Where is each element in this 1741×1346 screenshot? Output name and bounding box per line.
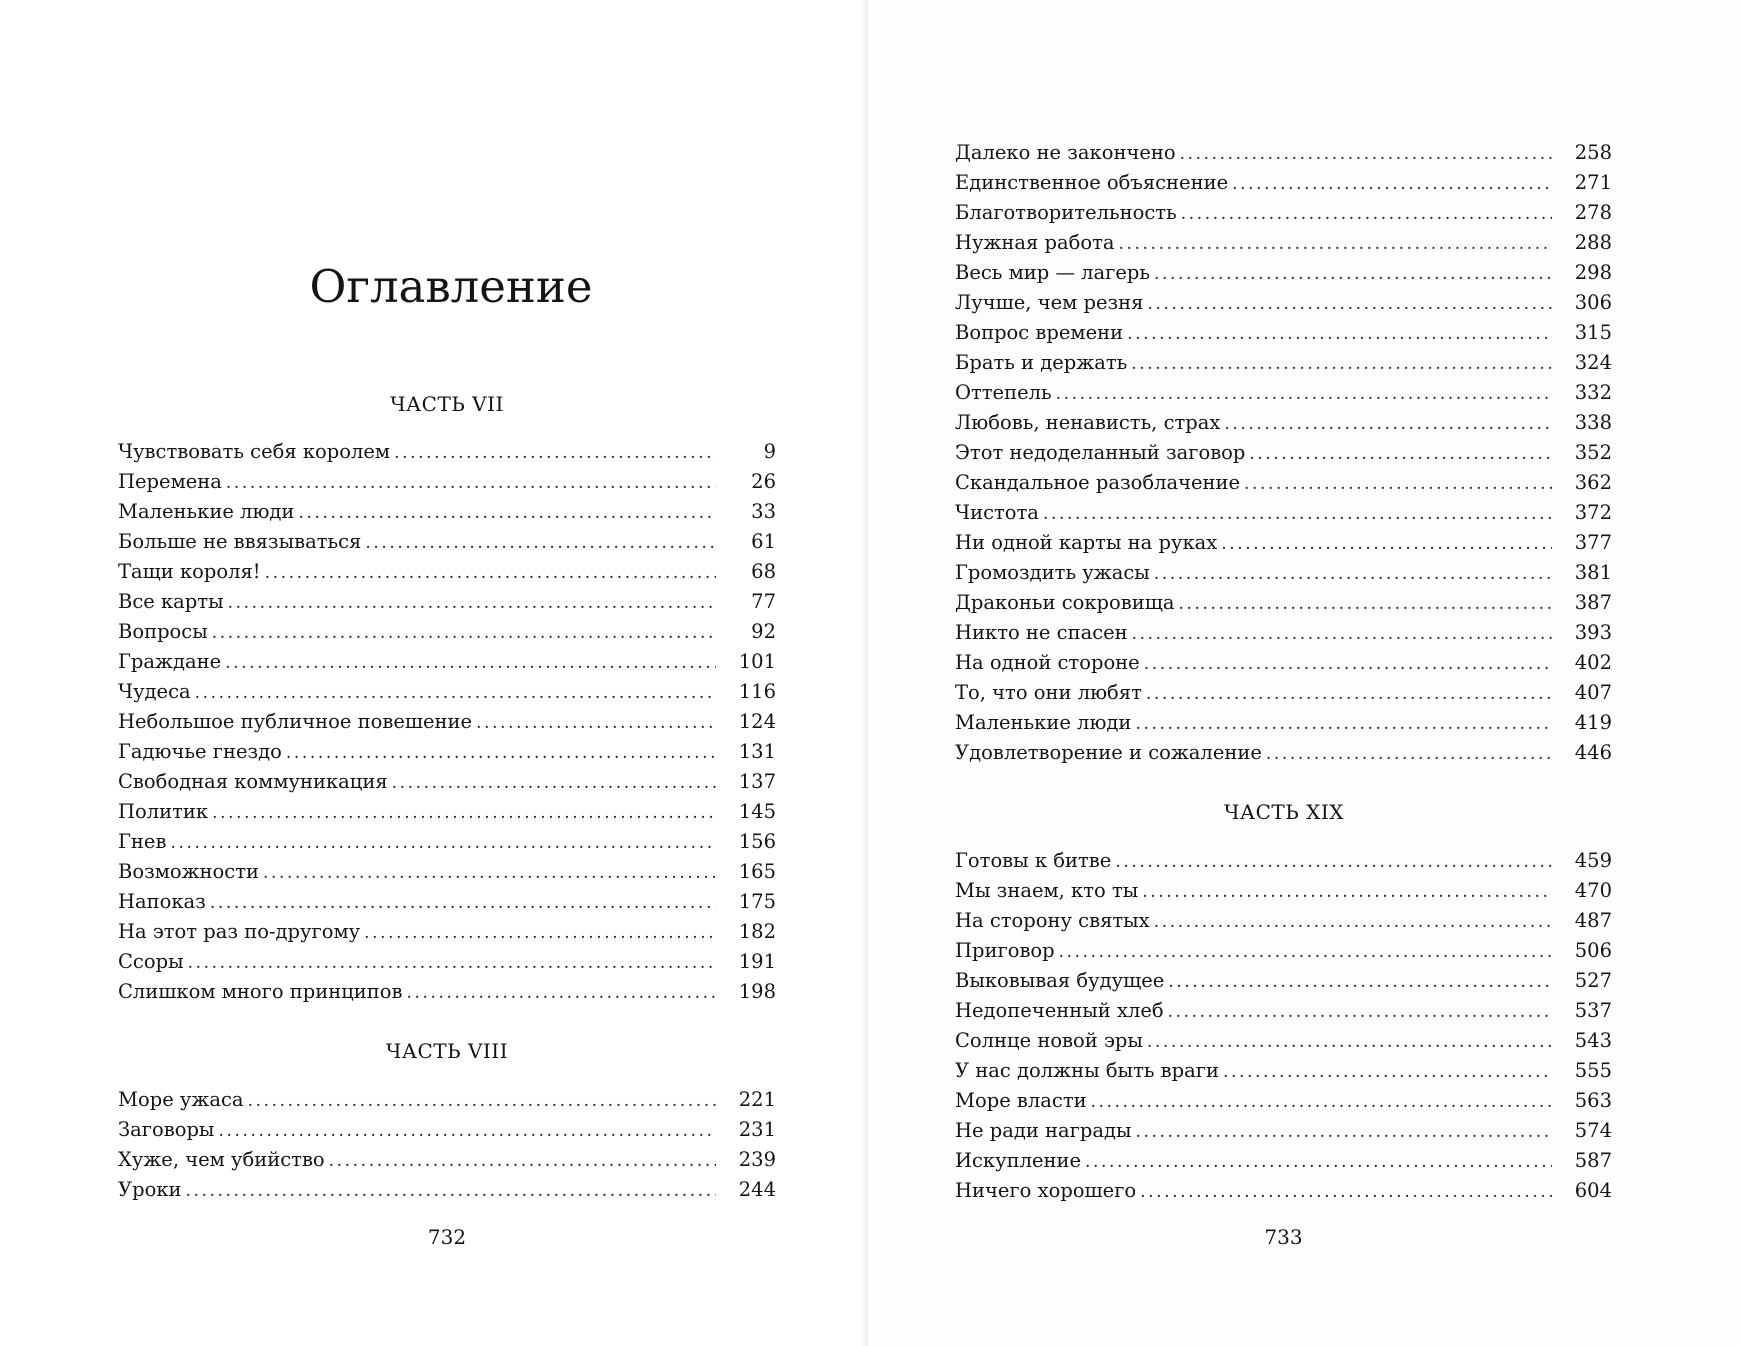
toc-entry-page: 258 xyxy=(1574,141,1612,164)
dot-leader xyxy=(1043,499,1552,529)
toc-entry-page: 231 xyxy=(738,1118,776,1141)
toc-entry xyxy=(118,827,776,857)
toc-entry-title: Никто не спасен xyxy=(955,621,1128,644)
dot-leader xyxy=(1181,199,1552,229)
toc-entry-page: 26 xyxy=(751,470,776,493)
toc-entry xyxy=(955,738,1612,768)
toc-entry-page: 506 xyxy=(1574,939,1612,962)
toc-entry xyxy=(955,588,1612,618)
toc-entry-page: 271 xyxy=(1574,171,1612,194)
toc-entry-title: Уроки xyxy=(118,1178,182,1201)
page-number-left: 732 xyxy=(427,1225,467,1249)
dot-leader xyxy=(248,1086,716,1116)
toc-entry-page: 101 xyxy=(738,650,776,673)
toc-entry-title: Ни одной карты на руках xyxy=(955,531,1218,554)
dot-leader xyxy=(1154,559,1552,589)
toc-entry-title: Вопросы xyxy=(118,620,208,643)
dot-leader xyxy=(225,648,716,678)
toc-entry-page: 419 xyxy=(1574,711,1612,734)
toc-entry xyxy=(955,846,1612,876)
toc-entry-page: 145 xyxy=(738,800,776,823)
toc-list-continued xyxy=(955,138,1612,768)
toc-entry-page: 338 xyxy=(1574,411,1612,434)
toc-entry xyxy=(118,557,776,587)
toc-entry-page: 68 xyxy=(751,560,776,583)
toc-entry xyxy=(118,1145,776,1175)
toc-entry-page: 377 xyxy=(1574,531,1612,554)
toc-entry-title: У нас должны быть враги xyxy=(955,1059,1219,1082)
toc-entry-page: 332 xyxy=(1574,381,1612,404)
toc-entry xyxy=(955,168,1612,198)
toc-entry xyxy=(955,1116,1612,1146)
toc-entry xyxy=(955,138,1612,168)
toc-entry-title: Оттепель xyxy=(955,381,1052,404)
toc-entry xyxy=(955,468,1612,498)
toc-entry-title: Искупление xyxy=(955,1149,1082,1172)
toc-entry xyxy=(955,198,1612,228)
toc-entry-page: 9 xyxy=(763,440,776,463)
toc-entry-page: 191 xyxy=(738,950,776,973)
toc-entry-page: 77 xyxy=(751,590,776,613)
dot-leader xyxy=(212,618,716,648)
toc-entry-title: Вопрос времени xyxy=(955,321,1124,344)
toc-entry-page: 244 xyxy=(738,1178,776,1201)
toc-entry-page: 487 xyxy=(1574,909,1612,932)
toc-entry xyxy=(955,996,1612,1026)
toc-entry-title: Скандальное разоблачение xyxy=(955,471,1241,494)
dot-leader xyxy=(1059,937,1552,967)
toc-entry-title: Маленькие люди xyxy=(955,711,1132,734)
toc-entry xyxy=(955,1056,1612,1086)
toc-entry-title: Возможности xyxy=(118,860,259,883)
dot-leader xyxy=(212,798,716,828)
toc-entry-page: 156 xyxy=(738,830,776,853)
dot-leader xyxy=(394,438,716,468)
toc-entry xyxy=(955,438,1612,468)
toc-entry xyxy=(118,1085,776,1115)
dot-leader xyxy=(1127,319,1552,349)
part-heading-vii: ЧАСТЬ VII xyxy=(390,392,504,416)
toc-entry-title: На сторону святых xyxy=(955,909,1150,932)
toc-entry-title: На этот раз по-другому xyxy=(118,920,361,943)
dot-leader xyxy=(407,978,716,1008)
toc-entry xyxy=(118,797,776,827)
toc-entry-title: Маленькие люди xyxy=(118,500,295,523)
toc-entry-title: Чудеса xyxy=(118,680,191,703)
toc-entry xyxy=(118,1115,776,1145)
toc-entry-page: 407 xyxy=(1574,681,1612,704)
dot-leader xyxy=(186,1176,717,1206)
dot-leader xyxy=(1146,679,1552,709)
dot-leader xyxy=(392,768,716,798)
toc-entry xyxy=(955,906,1612,936)
toc-entry xyxy=(955,966,1612,996)
toc-list-part-viii xyxy=(118,1085,776,1205)
dot-leader xyxy=(1249,439,1552,469)
toc-entry xyxy=(955,678,1612,708)
toc-entry-page: 288 xyxy=(1574,231,1612,254)
toc-entry-title: Готовы к битве xyxy=(955,849,1112,872)
dot-leader xyxy=(1244,469,1552,499)
dot-leader xyxy=(1085,1147,1552,1177)
toc-entry xyxy=(955,558,1612,588)
toc-entry-page: 315 xyxy=(1574,321,1612,344)
toc-entry xyxy=(955,498,1612,528)
dot-leader xyxy=(1266,739,1552,769)
dot-leader xyxy=(1147,289,1552,319)
dot-leader xyxy=(1142,877,1552,907)
toc-entry-title: Драконьи сокровища xyxy=(955,591,1175,614)
toc-entry-page: 563 xyxy=(1574,1089,1612,1112)
toc-entry-title: Политик xyxy=(118,800,209,823)
toc-entry-page: 298 xyxy=(1574,261,1612,284)
toc-entry-page: 587 xyxy=(1574,1149,1612,1172)
dot-leader xyxy=(1115,847,1552,877)
toc-entry xyxy=(955,408,1612,438)
dot-leader xyxy=(1132,619,1552,649)
dot-leader xyxy=(1135,709,1552,739)
toc-entry xyxy=(955,1026,1612,1056)
toc-entry-title: Удовлетворение и сожаление xyxy=(955,741,1262,764)
toc-entry-title: Хуже, чем убийство xyxy=(118,1148,325,1171)
toc-entry xyxy=(118,947,776,977)
toc-entry-title: Лучше, чем резня xyxy=(955,291,1144,314)
toc-entry-page: 402 xyxy=(1574,651,1612,674)
toc-entry-title: Выковывая будущее xyxy=(955,969,1165,992)
dot-leader xyxy=(364,918,716,948)
toc-entry-title: Весь мир — лагерь xyxy=(955,261,1151,284)
toc-entry-page: 182 xyxy=(738,920,776,943)
toc-entry xyxy=(955,348,1612,378)
toc-entry-title: Этот недоделанный заговор xyxy=(955,441,1246,464)
toc-entry xyxy=(118,497,776,527)
toc-entry xyxy=(955,876,1612,906)
dot-leader xyxy=(1168,997,1552,1027)
toc-entry-title: Гнев xyxy=(118,830,167,853)
dot-leader xyxy=(1168,967,1552,997)
toc-entry xyxy=(955,528,1612,558)
right-page xyxy=(868,0,1741,1346)
toc-entry-page: 306 xyxy=(1574,291,1612,314)
toc-entry-page: 393 xyxy=(1574,621,1612,644)
toc-entry-page: 555 xyxy=(1574,1059,1612,1082)
toc-entry xyxy=(955,288,1612,318)
dot-leader xyxy=(188,948,716,978)
toc-entry xyxy=(118,617,776,647)
toc-entry-page: 116 xyxy=(738,680,776,703)
toc-entry xyxy=(955,378,1612,408)
toc-entry-page: 459 xyxy=(1574,849,1612,872)
dot-leader xyxy=(1179,589,1553,619)
toc-entry xyxy=(955,648,1612,678)
toc-entry-title: Море ужаса xyxy=(118,1088,244,1111)
toc-entry-page: 124 xyxy=(738,710,776,733)
dot-leader xyxy=(365,528,716,558)
toc-entry-page: 446 xyxy=(1574,741,1612,764)
dot-leader xyxy=(170,828,716,858)
toc-entry-title: Больше не ввязываться xyxy=(118,530,362,553)
dot-leader xyxy=(1091,1087,1552,1117)
toc-entry-page: 537 xyxy=(1574,999,1612,1022)
left-page xyxy=(0,0,868,1346)
toc-entry-page: 33 xyxy=(751,500,776,523)
part-heading-xix: ЧАСТЬ XIX xyxy=(1224,800,1344,824)
toc-entry-title: Недопеченный хлеб xyxy=(955,999,1164,1022)
toc-entry-page: 381 xyxy=(1574,561,1612,584)
toc-entry xyxy=(118,647,776,677)
toc-entry-title: Благотворительность xyxy=(955,201,1177,224)
toc-entry xyxy=(955,318,1612,348)
toc-entry-title: Тащи короля! xyxy=(118,560,261,583)
toc-entry-page: 92 xyxy=(751,620,776,643)
toc-entry-page: 324 xyxy=(1574,351,1612,374)
toc-entry-title: Брать и держать xyxy=(955,351,1128,374)
toc-entry xyxy=(118,587,776,617)
toc-entry-page: 543 xyxy=(1574,1029,1612,1052)
toc-entry-title: Мы знаем, кто ты xyxy=(955,879,1139,902)
toc-entry xyxy=(118,527,776,557)
toc-list-part-vii xyxy=(118,437,776,1007)
dot-leader xyxy=(329,1146,716,1176)
toc-entry xyxy=(955,228,1612,258)
dot-leader xyxy=(210,888,716,918)
toc-entry-page: 470 xyxy=(1574,879,1612,902)
dot-leader xyxy=(1154,259,1552,289)
toc-entry-page: 165 xyxy=(738,860,776,883)
toc-entry xyxy=(118,437,776,467)
toc-title: Оглавление xyxy=(309,260,593,313)
toc-entry xyxy=(118,977,776,1007)
toc-entry xyxy=(118,677,776,707)
toc-entry-title: Небольшое публичное повешение xyxy=(118,710,473,733)
toc-entry-title: Далеко не закончено xyxy=(955,141,1176,164)
dot-leader xyxy=(263,858,716,888)
dot-leader xyxy=(1232,169,1552,199)
toc-entry xyxy=(118,887,776,917)
toc-entry-page: 574 xyxy=(1574,1119,1612,1142)
dot-leader xyxy=(1056,379,1552,409)
toc-entry-title: Любовь, ненависть, страх xyxy=(955,411,1221,434)
dot-leader xyxy=(1224,409,1552,439)
part-heading-viii: ЧАСТЬ VIII xyxy=(385,1039,509,1063)
toc-entry xyxy=(118,767,776,797)
dot-leader xyxy=(1136,1117,1552,1147)
toc-entry-title: Свободная коммуникация xyxy=(118,770,388,793)
toc-entry xyxy=(118,707,776,737)
dot-leader xyxy=(1147,1027,1552,1057)
toc-entry-page: 221 xyxy=(738,1088,776,1111)
toc-entry-page: 387 xyxy=(1574,591,1612,614)
page-number-right: 733 xyxy=(1264,1225,1303,1249)
dot-leader xyxy=(1180,139,1552,169)
dot-leader xyxy=(1131,349,1552,379)
dot-leader xyxy=(195,678,716,708)
toc-entry xyxy=(955,618,1612,648)
dot-leader xyxy=(1144,649,1552,679)
toc-entry xyxy=(955,258,1612,288)
toc-entry-page: 61 xyxy=(751,530,776,553)
toc-entry-title: Единственное объяснение xyxy=(955,171,1229,194)
toc-entry-page: 352 xyxy=(1574,441,1612,464)
dot-leader xyxy=(476,708,716,738)
toc-entry-title: Заговоры xyxy=(118,1118,215,1141)
toc-entry-title: Ссоры xyxy=(118,950,184,973)
toc-entry-title: Нужная работа xyxy=(955,231,1115,254)
dot-leader xyxy=(218,1116,716,1146)
toc-entry-title: Граждане xyxy=(118,650,222,673)
toc-entry-title: Гадючье гнездо xyxy=(118,740,282,763)
dot-leader xyxy=(1119,229,1552,259)
toc-entry-title: Перемена xyxy=(118,470,222,493)
toc-entry-title: Чувствовать себя королем xyxy=(118,440,391,463)
toc-entry-page: 175 xyxy=(738,890,776,913)
toc-entry-page: 604 xyxy=(1574,1179,1612,1202)
toc-entry-page: 239 xyxy=(738,1148,776,1171)
toc-entry-page: 131 xyxy=(738,740,776,763)
toc-entry-title: Чистота xyxy=(955,501,1039,524)
toc-entry-title: Море власти xyxy=(955,1089,1087,1112)
toc-entry-title: Ничего хорошего xyxy=(955,1179,1137,1202)
toc-entry-title: Солнце новой эры xyxy=(955,1029,1143,1052)
dot-leader xyxy=(1140,1177,1552,1207)
toc-entry-page: 198 xyxy=(738,980,776,1003)
toc-entry xyxy=(955,708,1612,738)
dot-leader xyxy=(1154,907,1552,937)
toc-entry xyxy=(118,737,776,767)
toc-entry-page: 372 xyxy=(1574,501,1612,524)
toc-entry xyxy=(955,1176,1612,1206)
toc-entry-title: На одной стороне xyxy=(955,651,1140,674)
dot-leader xyxy=(228,588,716,618)
toc-entry-title: То, что они любят xyxy=(955,681,1142,704)
dot-leader xyxy=(226,468,716,498)
toc-entry-page: 527 xyxy=(1574,969,1612,992)
toc-entry-title: Громоздить ужасы xyxy=(955,561,1150,584)
dot-leader xyxy=(1223,1057,1552,1087)
toc-entry xyxy=(955,1146,1612,1176)
toc-list-part-xix xyxy=(955,846,1612,1206)
toc-entry xyxy=(118,1175,776,1205)
toc-entry-page: 362 xyxy=(1574,471,1612,494)
dot-leader xyxy=(1221,529,1552,559)
toc-entry-title: Все карты xyxy=(118,590,224,613)
dot-leader xyxy=(265,558,716,588)
toc-entry-page: 278 xyxy=(1574,201,1612,224)
toc-entry xyxy=(955,1086,1612,1116)
toc-entry-title: Слишком много принципов xyxy=(118,980,403,1003)
dot-leader xyxy=(286,738,716,768)
dot-leader xyxy=(298,498,716,528)
toc-entry xyxy=(118,857,776,887)
toc-entry xyxy=(118,917,776,947)
toc-entry-page: 137 xyxy=(738,770,776,793)
toc-entry-title: Напоказ xyxy=(118,890,206,913)
toc-entry xyxy=(955,936,1612,966)
toc-entry-title: Приговор xyxy=(955,939,1055,962)
toc-entry-title: Не ради награды xyxy=(955,1119,1132,1142)
toc-entry xyxy=(118,467,776,497)
